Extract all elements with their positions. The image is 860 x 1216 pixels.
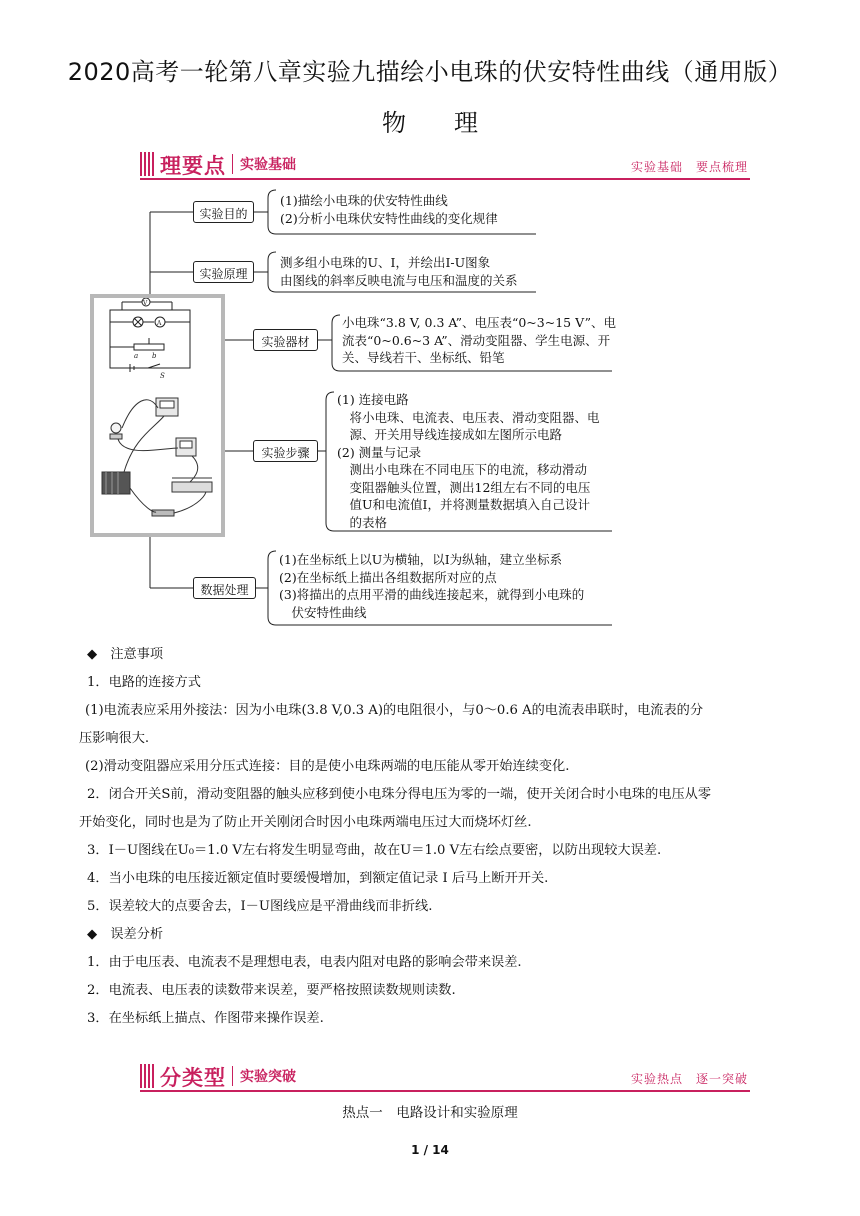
- banner-tagline: 实验热点 逐一突破: [630, 1072, 748, 1086]
- circuit-diagram: [94, 298, 221, 533]
- text-line: 伏安特性曲线: [279, 604, 367, 620]
- hotspot-heading: 热点一 电路设计和实验原理: [342, 1105, 518, 1121]
- banner-underline: [140, 1090, 750, 1092]
- text-line: 源、开关用导线连接成如左图所示电路: [337, 427, 563, 442]
- text-line: (1)描绘小电珠的伏安特性曲线: [280, 193, 448, 208]
- text-line: (3)将描出的点用平滑的曲线连接起来，就得到小电珠的: [279, 587, 585, 602]
- banner-stripes: [140, 1064, 154, 1088]
- equipment-text: [342, 314, 616, 367]
- errors-line: 2．电流表、电压表的读数带来误差，要严格按照读数规则读数.: [87, 983, 456, 998]
- banner-title: 理要点: [160, 154, 226, 178]
- text-line: 变阻器触头位置，测出12组左右不同的电压: [337, 479, 591, 495]
- banner-divider: [232, 1066, 233, 1086]
- text-line: (2) 测量与记录: [337, 444, 422, 460]
- errors-line: 1．由于电压表、电流表不是理想电表，电表内阻对电路的影响会带来误差.: [87, 955, 522, 970]
- apparatus-figure: [90, 294, 225, 537]
- errors-line: 3．在坐标纸上描点、作图带来操作误差.: [87, 1011, 324, 1026]
- subject-heading: 物 理: [382, 109, 478, 137]
- banner-subtitle: 实验突破: [240, 1069, 296, 1085]
- text-line: 将小电珠、电流表、电压表、滑动变阻器、电: [337, 409, 600, 425]
- text-line: 小电珠“3.8 V, 0.3 A”、电压表“0~3~15 V”、电: [342, 315, 616, 330]
- node-data-processing: 数据处理: [193, 577, 256, 599]
- text-line: (2)分析小电珠伏安特性曲线的变化规律: [280, 210, 498, 226]
- bulb-icon: [111, 423, 121, 433]
- steps-text: [337, 391, 600, 531]
- rheostat-symbol: [134, 344, 164, 350]
- notes-line: 3．I－U图线在U₀＝1.0 V左右将发生明显弯曲，故在U＝1.0 V左右绘点要密，以防出现较大误差.: [87, 843, 662, 858]
- rheostat-terminal-a: a: [134, 352, 139, 360]
- notes-section: [79, 641, 815, 1033]
- node-principle: 实验原理: [193, 261, 254, 283]
- notes-line: (2)滑动变阻器应采用分压式连接：目的是使小电珠两端的电压能从零开始连续变化.: [85, 759, 570, 774]
- text-line: 测多组小电珠的U、I，并绘出I-U图象: [280, 255, 491, 270]
- banner-title: 分类型: [160, 1066, 226, 1090]
- rheostat-terminal-b: b: [152, 352, 157, 360]
- text-line: 流表“0~0.6~3 A”、滑动变阻器、学生电源、开: [342, 332, 611, 348]
- text-line: (1)在坐标纸上以U为横轴，以I为纵轴，建立坐标系: [279, 552, 563, 567]
- data-processing-text: [279, 551, 584, 621]
- notes-heading: ◆ 注意事项: [87, 647, 164, 662]
- page-indicator: 1 / 14: [411, 1143, 449, 1157]
- errors-heading: ◆ 误差分析: [87, 927, 164, 942]
- text-line: 测出小电珠在不同电压下的电流，移动滑动: [337, 462, 588, 477]
- switch-icon: [152, 510, 174, 516]
- notes-line: 压影响很大.: [79, 731, 150, 746]
- node-equipment: 实验器材: [253, 329, 318, 351]
- apparatus-sketch: [102, 398, 212, 516]
- notes-line: 1．电路的连接方式: [87, 675, 201, 690]
- principle-text: [280, 254, 518, 289]
- node-steps: 实验步骤: [253, 440, 318, 462]
- banner-tagline: 实验基础 要点梳理: [630, 160, 748, 174]
- purpose-text: [280, 192, 498, 227]
- rheostat-icon: [172, 482, 212, 492]
- document-title: 2020高考一轮第八章实验九描绘小电珠的伏安特性曲线（通用版）: [67, 58, 793, 86]
- voltmeter-label: V: [143, 300, 148, 307]
- switch-label: S: [160, 372, 165, 380]
- notes-line: 2．闭合开关S前，滑动变阻器的触头应移到使小电珠分得电压为零的一端，使开关闭合时小电珠的电压从零: [87, 787, 712, 802]
- text-line: 值U和电流值I，并将测量数据填入自己设计: [337, 497, 590, 512]
- text-line: (1) 连接电路: [337, 392, 409, 407]
- banner-subtitle: 实验基础: [240, 157, 296, 173]
- text-line: (2)在坐标纸上描出各组数据所对应的点: [279, 569, 497, 585]
- ammeter-label: A: [157, 320, 162, 327]
- notes-line: 4．当小电珠的电压接近额定值时要缓慢增加，到额定值记录 I 后马上断开开关.: [87, 871, 549, 886]
- notes-line: (1)电流表应采用外接法：因为小电珠(3.8 V,0.3 A)的电阻很小，与0～0.6 A的电流表串联时，电流表的分: [85, 703, 704, 718]
- text-line: 的表格: [337, 514, 388, 530]
- section-banner-breakthrough: [140, 1062, 750, 1092]
- text-line: 由图线的斜率反映电流与电压和温度的关系: [280, 272, 518, 288]
- notes-line: 开始变化，同时也是为了防止开关刚闭合时因小电珠两端电压过大而烧坏灯丝.: [79, 815, 532, 830]
- notes-line: 5．误差较大的点要舍去，I－U图线应是平滑曲线而非折线.: [87, 899, 433, 914]
- node-purpose: 实验目的: [193, 201, 254, 223]
- text-line: 关、导线若干、坐标纸、铅笔: [342, 350, 505, 365]
